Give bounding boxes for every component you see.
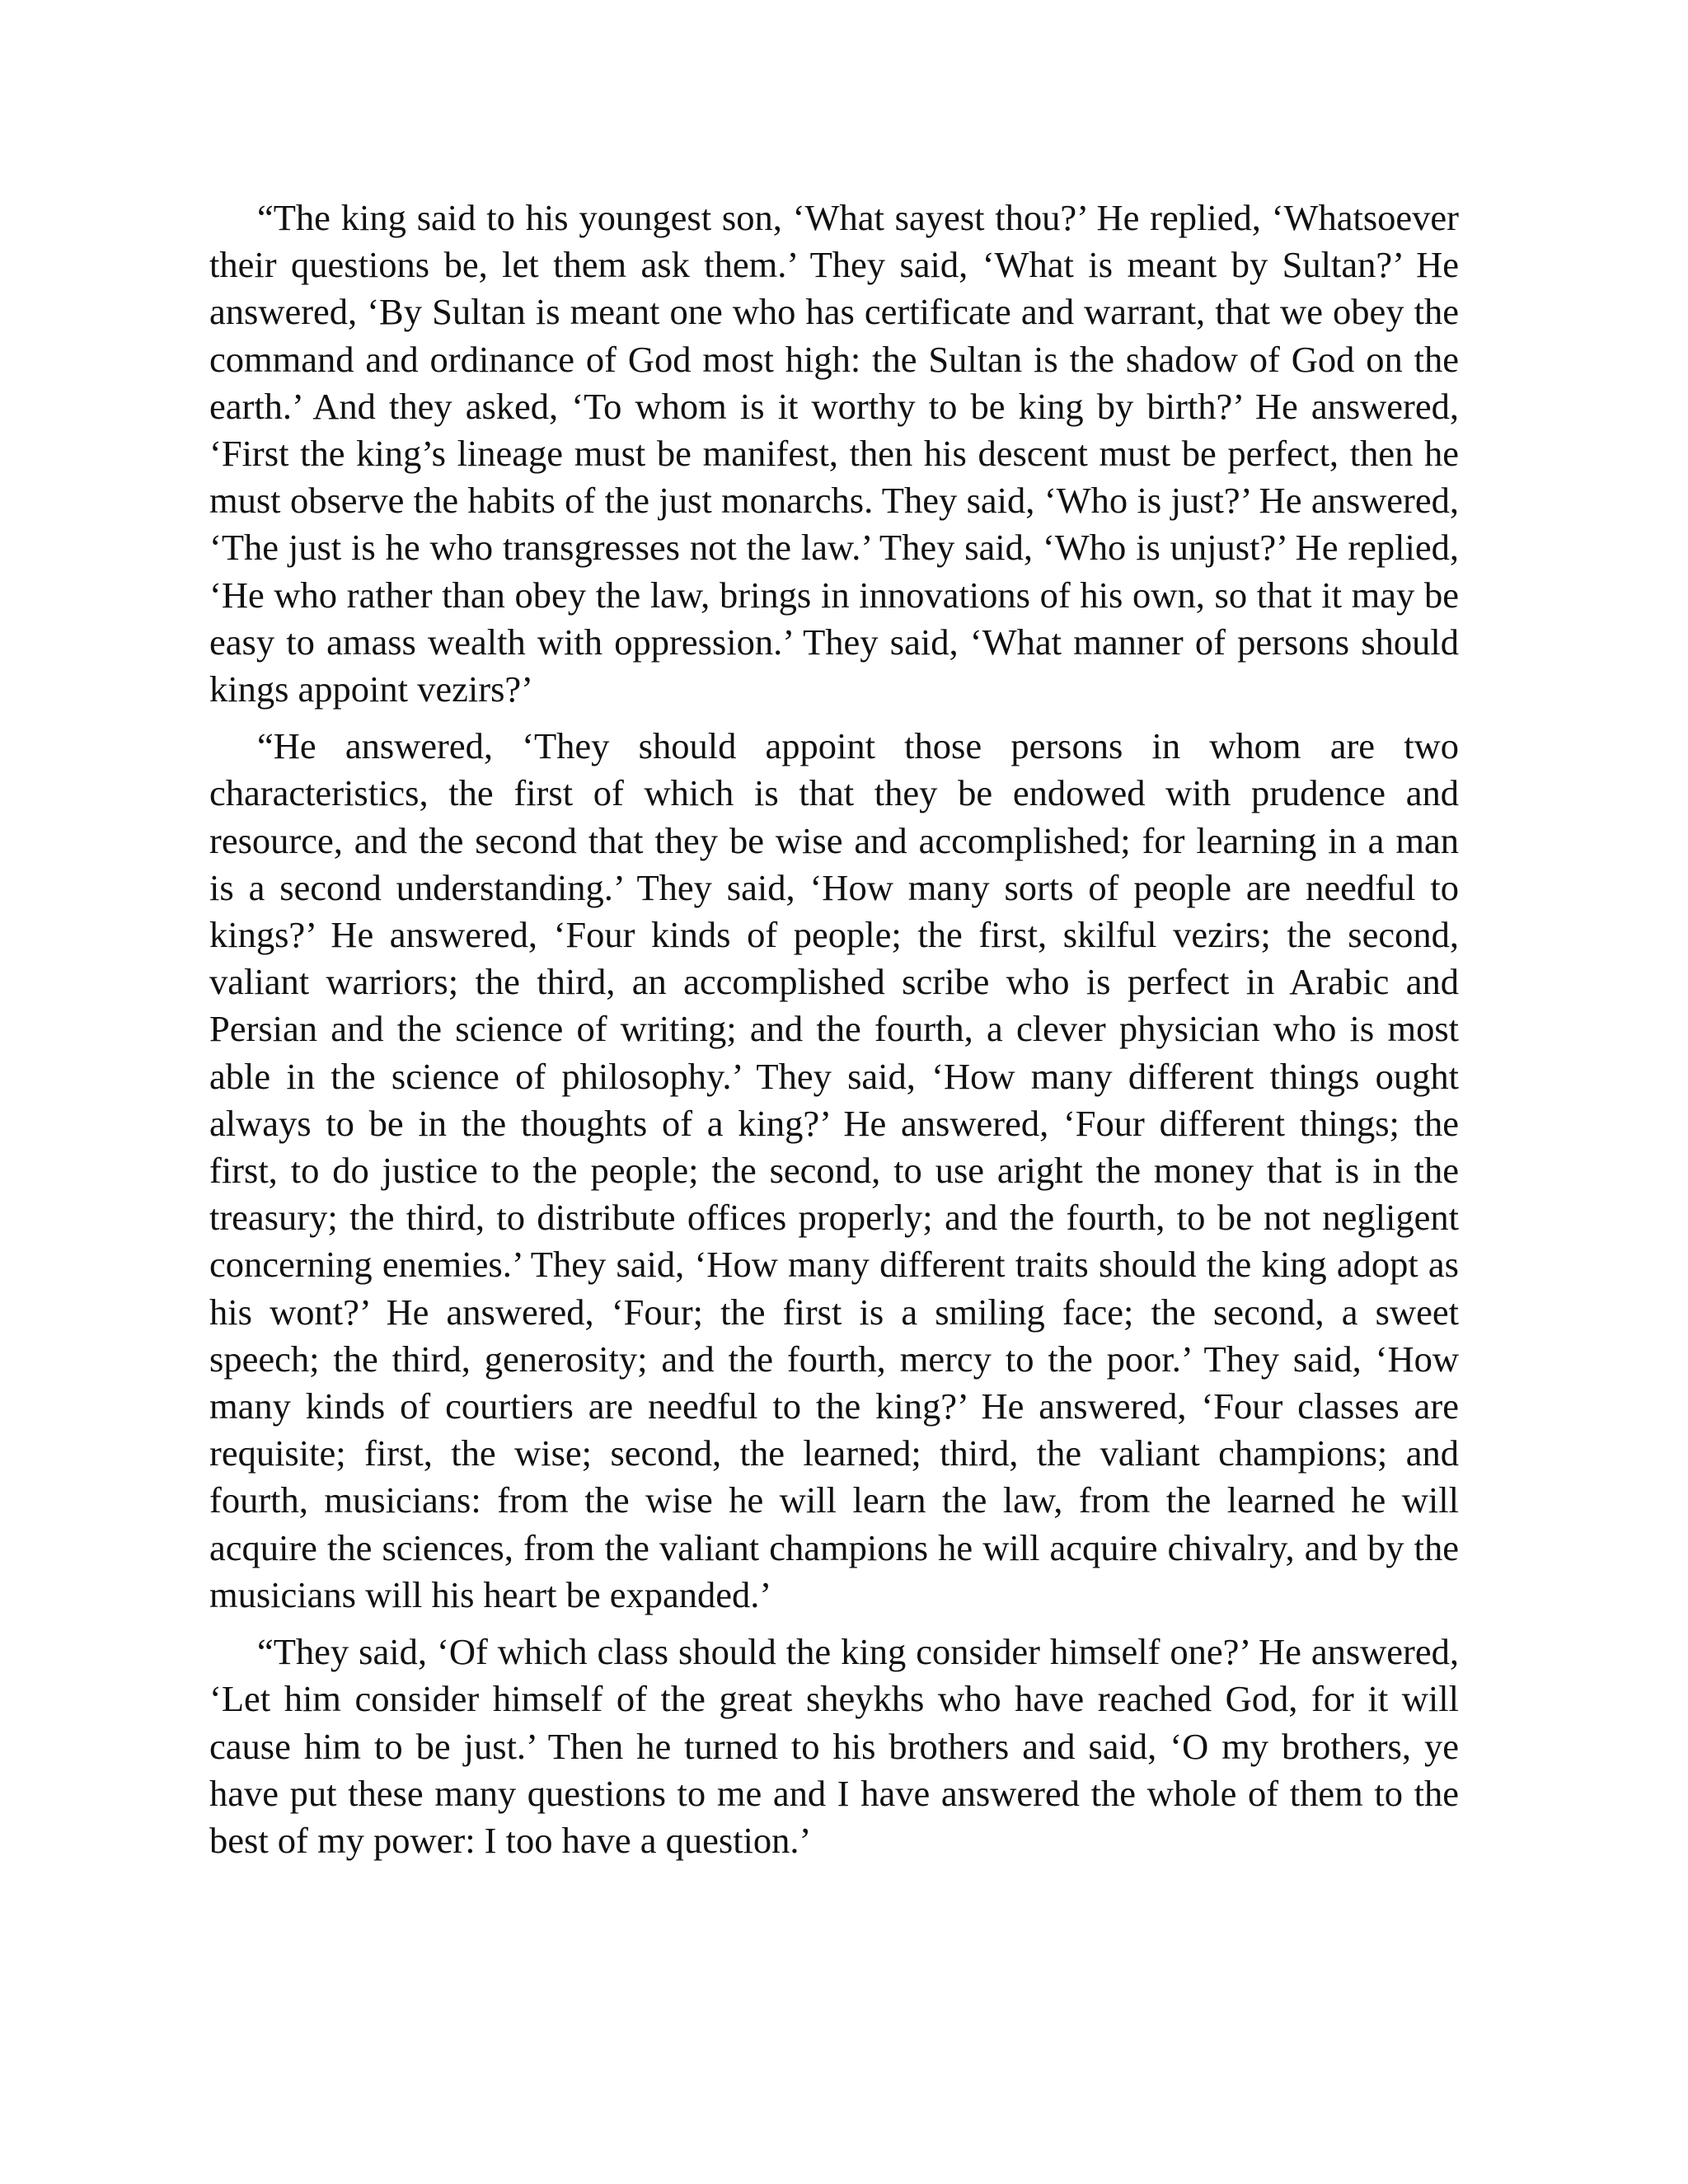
page-body [209, 194, 1459, 1874]
paragraph-3: “They said, ‘Of which class should the king consider himself one?’ He answered, ‘Let him consider himself of the great sheykhs who have reached God, for it will cause him to be just.’ Then he turned to his brothers and said, ‘O my brothers, ye have put these many questions to me and I have answered the whole of them to the best of my power: I too have a question.’ [209, 1631, 1459, 1861]
paragraph-1: “The king said to his youngest son, ‘What sayest thou?’ He replied, ‘Whatsoever their questions be, let them ask them.’ They said, ‘What is meant by Sultan?’ He answered, ‘By Sultan is meant one who has certificate and warrant, that we obey the command and ordinance of God most high: the Sultan is the shadow of God on the earth.’ And they asked, ‘To whom is it worthy to be king by birth?’ He answered, ‘First the king’s lineage must be manifest, then his descent must be perfect, then he must observe the habits of the just monarchs. They said, ‘Who is just?’ He answered, ‘The just is he who transgresses not the law.’ They said, ‘Who is unjust?’ He replied, ‘He who rather than obey the law, brings in innovations of his own, so that it may be easy to amass wealth with oppression.’ They said, ‘What manner of persons should kings appoint vezirs?’ [209, 197, 1459, 710]
paragraph-2: “He answered, ‘They should appoint those persons in whom are two characteristics, the first of which is that they be endowed with prudence and resource, and the second that they be wise and accomplished; for learning in a man is a second understanding.’ They said, ‘How many sorts of people are needful to kings?’ He answered, ‘Four kinds of people; the first, skilful vezirs; the second, valiant warriors; the third, an accomplished scribe who is perfect in Arabic and Persian and the science of writing; and the fourth, a clever physician who is most able in the science of philosophy.’ They said, ‘How many different things ought always to be in the thoughts of a king?’ He answered, ‘Four different things; the first, to do justice to the people; the second, to use aright the money that is in the treasury; the third, to distribute offices properly; and the fourth, to be not negligent concerning enemies.’ They said, ‘How many different traits should the king adopt as his wont?’ He answered, ‘Four; the first is a smiling face; the second, a sweet speech; the third, generosity; and the fourth, mercy to the poor.’ They said, ‘How many kinds of courtiers are needful to the king?’ He answered, ‘Four classes are requisite; first, the wise; second, the learned; third, the valiant champions; and fourth, musicians: from the wise he will learn the law, from the learned he will acquire the sciences, from the valiant champions he will acquire chivalry, and by the musicians will his heart be expanded.’ [209, 725, 1459, 1615]
